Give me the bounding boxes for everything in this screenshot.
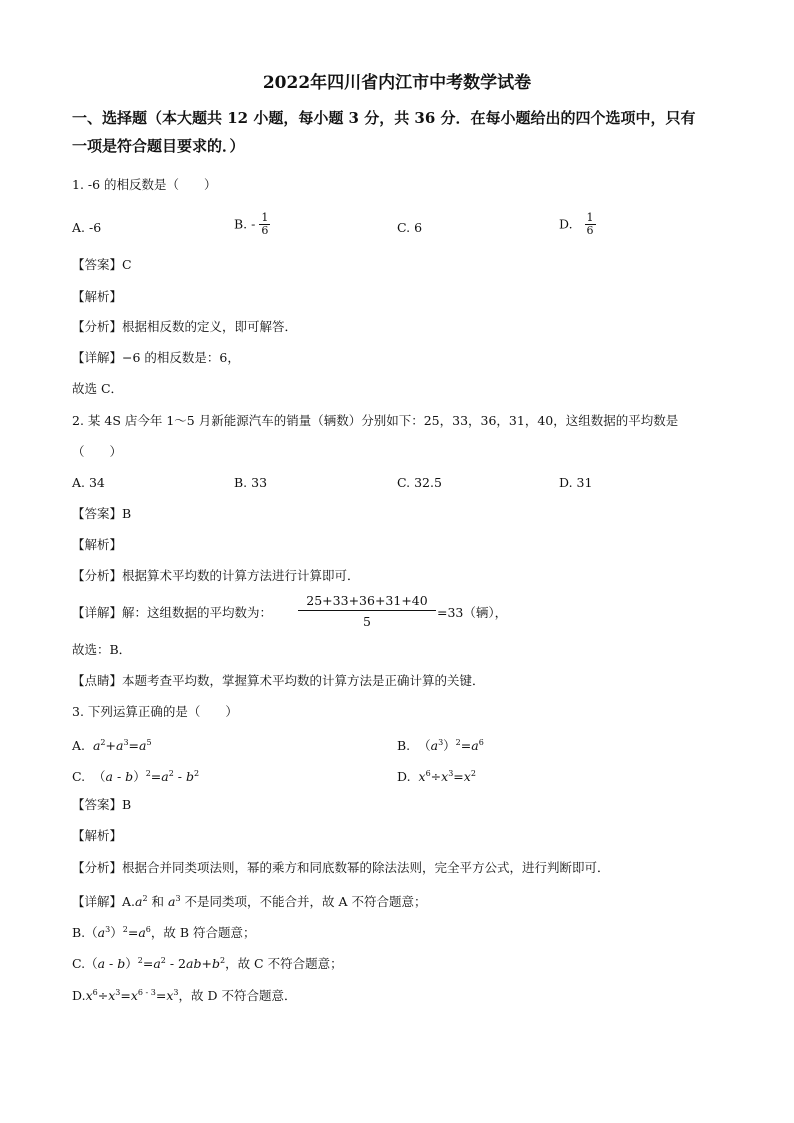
q1-option-b-fraction bbox=[259, 212, 270, 237]
q1-option-c: C. 6 bbox=[397, 220, 423, 235]
q2-detail-prefix: 【详解】解：这组数据的平均数为： bbox=[72, 605, 273, 620]
q2-stem-line2: （ ） bbox=[72, 444, 123, 459]
q1-detail: 【详解】−6 的相反数是：6， bbox=[72, 350, 240, 365]
q2-option-a: A. 34 bbox=[72, 475, 105, 490]
q3-option-b: B. $(a^3)^2=a^6$ bbox=[397, 738, 484, 753]
q1-option-b-prefix: B. - bbox=[234, 216, 256, 232]
q3-option-c: C. $(a - b)^2=a^2 - b^2$ bbox=[72, 769, 200, 784]
q2-mean-numerator: 25+33+36+31+40 bbox=[298, 593, 436, 611]
q3-fenxi: 【分析】根据合并同类项法则，幂的乘方和同底数幂的除法法则，完全平方公式，进行判断即可． bbox=[72, 860, 610, 875]
q1-option-d-fraction bbox=[585, 212, 596, 237]
q3-stem: 3. 下列运算正确的是（ ） bbox=[72, 704, 238, 719]
q1-option-d-numerator: 1 bbox=[586, 211, 594, 224]
q2-option-b: B. 33 bbox=[234, 475, 268, 490]
q3-option-d: D. $x^6\div x^3=x^2$ bbox=[397, 769, 476, 784]
q1-option-d-denominator: 6 bbox=[586, 224, 594, 237]
q1-option-b-denominator: 6 bbox=[261, 224, 269, 237]
q1-choose: 故选 C． bbox=[72, 381, 124, 396]
q2-choose: 故选：B． bbox=[72, 642, 132, 657]
q2-stem-line1: 2. 某 4S 店今年 1～5 月新能源汽车的销量（辆数）分别如下：25，33，36，31，40，这组数据的平均数是 bbox=[72, 413, 679, 428]
q3-option-a: A. $a^2+a^3=a^5$ bbox=[72, 738, 152, 753]
section-heading-line2: 一项是符合题目要求的．） bbox=[72, 137, 245, 155]
q3-detail-c: $C.(a - b)^2=a^2 - 2ab+b^2$，故 C 不符合题意； bbox=[72, 956, 343, 971]
q3-answer: 【答案】B bbox=[72, 797, 132, 812]
q1-option-b bbox=[234, 212, 270, 237]
q2-answer: 【答案】B bbox=[72, 506, 132, 521]
q1-fenxi: 【分析】根据相反数的定义，即可解答． bbox=[72, 319, 298, 334]
q2-option-c: C. 32.5 bbox=[397, 475, 442, 490]
q1-stem: 1. -6 的相反数是（ ） bbox=[72, 177, 217, 192]
q2-detail-suffix: =33（辆）， bbox=[437, 605, 508, 620]
q1-option-d-prefix: D. bbox=[559, 216, 573, 232]
q2-fenxi: 【分析】根据算术平均数的计算方法进行计算即可． bbox=[72, 568, 360, 583]
q2-option-d: D. 31 bbox=[559, 475, 593, 490]
page-title: 2022年四川省内江市中考数学试卷 bbox=[262, 73, 532, 93]
q1-option-a: A. -6 bbox=[72, 220, 102, 235]
q1-option-d bbox=[559, 212, 596, 237]
q2-analysis-label: 【解析】 bbox=[72, 537, 123, 552]
q3-detail-b: $B.(a^3)^2=a^6$，故 B 符合题意； bbox=[72, 925, 256, 940]
q1-analysis-label: 【解析】 bbox=[72, 289, 123, 304]
section-heading-line1: 一、选择题（本大题共 12 小题，每小题 3 分，共 36 分．在每小题给出的四个选项中，只有 bbox=[72, 109, 696, 127]
q1-answer: 【答案】C bbox=[72, 257, 132, 272]
q3-analysis-label: 【解析】 bbox=[72, 828, 123, 843]
q1-option-b-numerator: 1 bbox=[261, 211, 269, 224]
q2-mean-fraction bbox=[298, 593, 436, 629]
q3-detail-a: 【详解】$A.a^2$ 和 $a^3$ 不是同类项，不能合并，故 A 不符合题意； bbox=[72, 894, 427, 909]
q2-mean-denominator: 5 bbox=[363, 614, 371, 629]
q2-dianjing: 【点睛】本题考查平均数，掌握算术平均数的计算方法是正确计算的关键． bbox=[72, 673, 485, 688]
q3-detail-d: $D.x^6\div x^3=x^{6 - 3}=x^3$，故 D 不符合题意． bbox=[72, 988, 297, 1003]
